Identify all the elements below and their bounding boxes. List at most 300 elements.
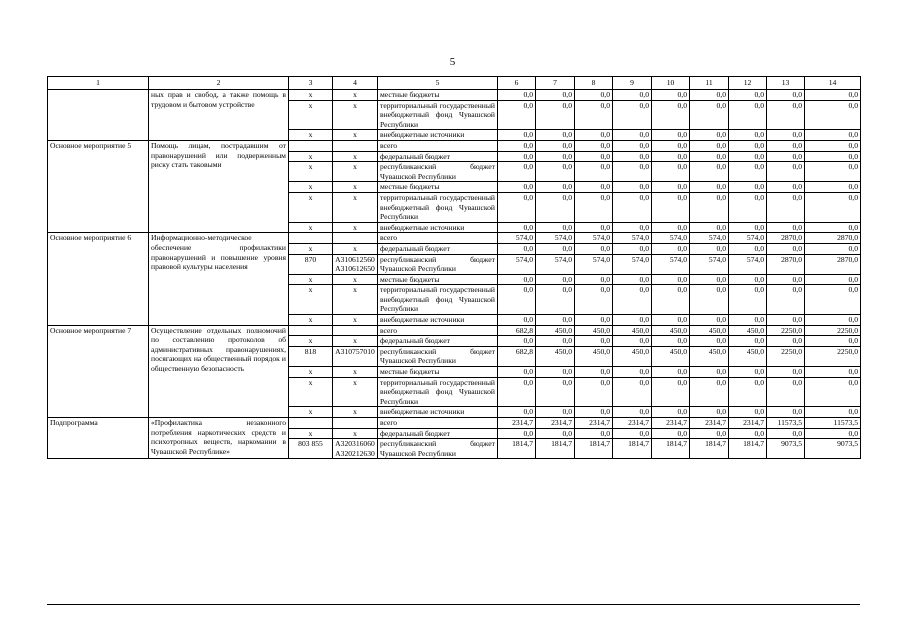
amount-cell: 2250,0	[805, 346, 861, 366]
amount-cell: 0,0	[690, 192, 729, 222]
amount-cell: 0,0	[575, 377, 613, 407]
funding-source-cell: территориальный государственный внебюджетный фонд Чувашской Республики	[378, 100, 498, 130]
amount-cell: 450,0	[575, 346, 613, 366]
amount-cell: 0,0	[767, 428, 805, 439]
column-number: 2	[149, 77, 289, 90]
funding-source-cell: местные бюджеты	[378, 90, 498, 101]
amount-cell: 0,0	[767, 90, 805, 101]
amount-cell: 2314,7	[652, 418, 690, 429]
amount-cell: 0,0	[805, 274, 861, 285]
amount-cell: 0,0	[767, 140, 805, 151]
agency-code-cell: х	[289, 192, 333, 222]
funding-source-cell: республиканский бюджет Чувашской Республики	[378, 346, 498, 366]
amount-cell: 0,0	[575, 162, 613, 182]
table-row	[48, 418, 861, 429]
column-number: 7	[536, 77, 575, 90]
amount-cell: 0,0	[805, 192, 861, 222]
amount-cell: 450,0	[652, 325, 690, 336]
amount-cell: 574,0	[613, 254, 652, 274]
amount-cell: 11573,5	[767, 418, 805, 429]
amount-cell: 1814,7	[498, 439, 536, 459]
amount-cell: 0,0	[575, 140, 613, 151]
amount-cell: 0,0	[613, 367, 652, 378]
amount-cell: 0,0	[729, 428, 767, 439]
event-description-cell: «Профилактика незаконного потребления наркотических средств и психотропных веществ, наркомании в Чувашской Республике»	[149, 418, 289, 459]
table-row	[48, 325, 861, 336]
column-number: 3	[289, 77, 333, 90]
amount-cell: 2870,0	[767, 233, 805, 244]
funding-source-cell: всего	[378, 233, 498, 244]
funding-source-cell: внебюджетные источники	[378, 130, 498, 141]
amount-cell: 574,0	[690, 254, 729, 274]
amount-cell: 0,0	[613, 182, 652, 193]
amount-cell: 0,0	[805, 243, 861, 254]
amount-cell: 0,0	[536, 90, 575, 101]
agency-code-cell	[289, 233, 333, 244]
amount-cell: 682,8	[498, 346, 536, 366]
table-row	[48, 140, 861, 151]
amount-cell: 0,0	[729, 100, 767, 130]
column-number: 11	[690, 77, 729, 90]
amount-cell: 0,0	[652, 130, 690, 141]
amount-cell: 0,0	[729, 222, 767, 233]
funding-source-cell: местные бюджеты	[378, 367, 498, 378]
amount-cell: 0,0	[652, 377, 690, 407]
column-number-row	[48, 77, 861, 90]
funding-source-cell: республиканский бюджет Чувашской Республики	[378, 162, 498, 182]
amount-cell: 0,0	[575, 90, 613, 101]
amount-cell: 0,0	[536, 243, 575, 254]
amount-cell: 0,0	[729, 377, 767, 407]
amount-cell: 2250,0	[767, 325, 805, 336]
amount-cell: 0,0	[536, 428, 575, 439]
classification-code-cell: х	[333, 192, 378, 222]
amount-cell: 0,0	[575, 243, 613, 254]
amount-cell: 2250,0	[767, 346, 805, 366]
event-name-cell: Основное мероприятие 5	[48, 140, 149, 232]
amount-cell: 0,0	[767, 243, 805, 254]
amount-cell: 0,0	[690, 428, 729, 439]
amount-cell: 0,0	[575, 285, 613, 315]
amount-cell: 0,0	[575, 336, 613, 347]
amount-cell: 0,0	[767, 182, 805, 193]
funding-source-cell: территориальный государственный внебюджетный фонд Чувашской Республики	[378, 192, 498, 222]
amount-cell: 0,0	[767, 336, 805, 347]
agency-code-cell: х	[289, 315, 333, 326]
amount-cell: 0,0	[498, 336, 536, 347]
amount-cell: 0,0	[613, 407, 652, 418]
amount-cell: 574,0	[652, 254, 690, 274]
column-number: 1	[48, 77, 149, 90]
amount-cell: 0,0	[536, 367, 575, 378]
amount-cell: 0,0	[805, 428, 861, 439]
agency-code-cell: 870	[289, 254, 333, 274]
classification-code-cell: х	[333, 243, 378, 254]
amount-cell: 0,0	[613, 315, 652, 326]
amount-cell: 574,0	[613, 233, 652, 244]
amount-cell: 0,0	[613, 90, 652, 101]
amount-cell: 2314,7	[613, 418, 652, 429]
agency-code-cell	[289, 325, 333, 336]
amount-cell: 0,0	[613, 192, 652, 222]
amount-cell: 450,0	[536, 346, 575, 366]
amount-cell: 0,0	[805, 377, 861, 407]
agency-code-cell	[289, 140, 333, 151]
agency-code-cell: х	[289, 285, 333, 315]
amount-cell: 0,0	[652, 182, 690, 193]
amount-cell: 0,0	[575, 428, 613, 439]
amount-cell: 0,0	[690, 100, 729, 130]
amount-cell: 574,0	[498, 254, 536, 274]
amount-cell: 0,0	[498, 315, 536, 326]
amount-cell: 0,0	[805, 151, 861, 162]
amount-cell: 0,0	[805, 285, 861, 315]
page-number: 5	[449, 56, 456, 68]
table-body	[48, 77, 861, 459]
amount-cell: 0,0	[690, 336, 729, 347]
amount-cell: 0,0	[805, 162, 861, 182]
amount-cell: 0,0	[652, 336, 690, 347]
amount-cell: 0,0	[536, 274, 575, 285]
amount-cell: 0,0	[729, 130, 767, 141]
classification-code-cell: х	[333, 274, 378, 285]
amount-cell: 0,0	[536, 140, 575, 151]
amount-cell: 2314,7	[536, 418, 575, 429]
amount-cell: 0,0	[575, 182, 613, 193]
amount-cell: 0,0	[536, 222, 575, 233]
funding-source-cell: территориальный государственный внебюджетный фонд Чувашской Республики	[378, 377, 498, 407]
funding-source-cell: всего	[378, 325, 498, 336]
amount-cell: 0,0	[805, 100, 861, 130]
amount-cell: 0,0	[805, 407, 861, 418]
amount-cell: 0,0	[613, 274, 652, 285]
column-number: 10	[652, 77, 690, 90]
funding-source-cell: республиканский бюджет Чувашской Республики	[378, 254, 498, 274]
funding-source-cell: внебюджетные источники	[378, 222, 498, 233]
column-number: 5	[378, 77, 498, 90]
agency-code-cell: х	[289, 274, 333, 285]
agency-code-cell: х	[289, 243, 333, 254]
amount-cell: 0,0	[536, 151, 575, 162]
amount-cell: 0,0	[652, 428, 690, 439]
amount-cell: 0,0	[613, 162, 652, 182]
amount-cell: 0,0	[652, 222, 690, 233]
classification-code-cell: А310757010	[333, 346, 378, 366]
amount-cell: 0,0	[575, 407, 613, 418]
agency-code-cell	[289, 418, 333, 429]
event-description-cell: Информационно-методическое обеспечение профилактики правонарушений и повышение уровня правовой культуры населения	[149, 233, 289, 325]
amount-cell: 574,0	[536, 254, 575, 274]
classification-code-cell: х	[333, 336, 378, 347]
column-number: 12	[729, 77, 767, 90]
agency-code-cell: х	[289, 130, 333, 141]
amount-cell: 574,0	[575, 254, 613, 274]
amount-cell: 0,0	[729, 243, 767, 254]
amount-cell: 0,0	[805, 222, 861, 233]
amount-cell: 0,0	[690, 222, 729, 233]
column-number: 14	[805, 77, 861, 90]
event-description-cell: Осуществление отдельных полномочий по составлению протоколов об административных правонарушениях, посягающих на общественный порядок и общественную безопасность	[149, 325, 289, 417]
amount-cell: 0,0	[690, 377, 729, 407]
amount-cell: 0,0	[729, 192, 767, 222]
amount-cell: 0,0	[767, 407, 805, 418]
amount-cell: 0,0	[805, 336, 861, 347]
amount-cell: 9073,5	[767, 439, 805, 459]
amount-cell: 0,0	[498, 222, 536, 233]
amount-cell: 0,0	[690, 243, 729, 254]
amount-cell: 0,0	[575, 274, 613, 285]
amount-cell: 0,0	[729, 274, 767, 285]
classification-code-cell: х	[333, 130, 378, 141]
classification-code-cell: х	[333, 100, 378, 130]
amount-cell: 450,0	[729, 346, 767, 366]
agency-code-cell: х	[289, 222, 333, 233]
funding-source-cell: внебюджетные источники	[378, 407, 498, 418]
amount-cell: 0,0	[729, 182, 767, 193]
amount-cell: 0,0	[498, 140, 536, 151]
amount-cell: 0,0	[536, 162, 575, 182]
amount-cell: 0,0	[536, 377, 575, 407]
column-number: 6	[498, 77, 536, 90]
amount-cell: 1814,7	[652, 439, 690, 459]
amount-cell: 0,0	[613, 377, 652, 407]
amount-cell: 0,0	[805, 90, 861, 101]
amount-cell: 2870,0	[805, 254, 861, 274]
funding-source-cell: территориальный государственный внебюджетный фонд Чувашской Республики	[378, 285, 498, 315]
amount-cell: 0,0	[536, 407, 575, 418]
agency-code-cell: х	[289, 407, 333, 418]
funding-source-cell: внебюджетные источники	[378, 315, 498, 326]
amount-cell: 0,0	[690, 182, 729, 193]
amount-cell: 2314,7	[498, 418, 536, 429]
event-name-cell: Основное мероприятие 6	[48, 233, 149, 325]
agency-code-cell: х	[289, 162, 333, 182]
amount-cell: 0,0	[575, 100, 613, 130]
column-number: 13	[767, 77, 805, 90]
amount-cell: 574,0	[575, 233, 613, 244]
amount-cell: 0,0	[729, 151, 767, 162]
classification-code-cell: х	[333, 428, 378, 439]
amount-cell: 450,0	[613, 346, 652, 366]
amount-cell: 0,0	[690, 274, 729, 285]
amount-cell: 0,0	[498, 182, 536, 193]
amount-cell: 574,0	[729, 254, 767, 274]
funding-source-cell: республиканский бюджет Чувашской Республики	[378, 439, 498, 459]
amount-cell: 0,0	[613, 285, 652, 315]
agency-code-cell: х	[289, 90, 333, 101]
classification-code-cell	[333, 418, 378, 429]
event-description-cell: Помощь лицам, пострадавшим от правонарушений или подверженным риску стать таковыми	[149, 140, 289, 232]
amount-cell: 0,0	[498, 192, 536, 222]
amount-cell: 0,0	[805, 182, 861, 193]
amount-cell: 0,0	[613, 140, 652, 151]
amount-cell: 11573,5	[805, 418, 861, 429]
classification-code-cell: А310612560 А310612650	[333, 254, 378, 274]
amount-cell: 0,0	[652, 315, 690, 326]
amount-cell: 0,0	[690, 315, 729, 326]
agency-code-cell: х	[289, 100, 333, 130]
amount-cell: 0,0	[498, 151, 536, 162]
amount-cell: 0,0	[652, 243, 690, 254]
amount-cell: 0,0	[536, 100, 575, 130]
amount-cell: 0,0	[652, 192, 690, 222]
amount-cell: 0,0	[767, 100, 805, 130]
amount-cell: 0,0	[575, 367, 613, 378]
amount-cell: 2314,7	[575, 418, 613, 429]
amount-cell: 0,0	[652, 100, 690, 130]
amount-cell: 0,0	[575, 130, 613, 141]
classification-code-cell: х	[333, 377, 378, 407]
amount-cell: 0,0	[613, 222, 652, 233]
amount-cell: 2870,0	[805, 233, 861, 244]
classification-code-cell: А320316060 А320212630	[333, 439, 378, 459]
amount-cell: 1814,7	[536, 439, 575, 459]
amount-cell: 2250,0	[805, 325, 861, 336]
amount-cell: 0,0	[536, 192, 575, 222]
amount-cell: 574,0	[498, 233, 536, 244]
agency-code-cell: 818	[289, 346, 333, 366]
funding-source-cell: всего	[378, 418, 498, 429]
agency-code-cell: х	[289, 377, 333, 407]
agency-code-cell: х	[289, 336, 333, 347]
column-number: 9	[613, 77, 652, 90]
classification-code-cell: х	[333, 315, 378, 326]
amount-cell: 450,0	[613, 325, 652, 336]
amount-cell: 0,0	[690, 140, 729, 151]
funding-source-cell: всего	[378, 140, 498, 151]
amount-cell: 0,0	[690, 162, 729, 182]
classification-code-cell: х	[333, 222, 378, 233]
amount-cell: 0,0	[575, 222, 613, 233]
amount-cell: 0,0	[498, 428, 536, 439]
column-number: 8	[575, 77, 613, 90]
amount-cell: 450,0	[729, 325, 767, 336]
amount-cell: 0,0	[729, 407, 767, 418]
amount-cell: 2314,7	[729, 418, 767, 429]
agency-code-cell: х	[289, 428, 333, 439]
amount-cell: 0,0	[613, 243, 652, 254]
funding-source-cell: местные бюджеты	[378, 274, 498, 285]
classification-code-cell	[333, 325, 378, 336]
amount-cell: 0,0	[613, 151, 652, 162]
amount-cell: 1814,7	[729, 439, 767, 459]
amount-cell: 0,0	[767, 285, 805, 315]
amount-cell: 9073,5	[805, 439, 861, 459]
amount-cell: 0,0	[690, 407, 729, 418]
amount-cell: 0,0	[652, 90, 690, 101]
event-description-cell: ных прав и свобод, а также помощь в трудовом и бытовом устройстве	[149, 90, 289, 141]
amount-cell: 0,0	[498, 274, 536, 285]
amount-cell: 0,0	[767, 162, 805, 182]
amount-cell: 0,0	[805, 367, 861, 378]
amount-cell: 0,0	[729, 367, 767, 378]
amount-cell: 0,0	[498, 377, 536, 407]
amount-cell: 0,0	[729, 315, 767, 326]
budget-table	[47, 76, 861, 459]
classification-code-cell	[333, 233, 378, 244]
amount-cell: 1814,7	[575, 439, 613, 459]
amount-cell: 450,0	[536, 325, 575, 336]
amount-cell: 0,0	[690, 130, 729, 141]
amount-cell: 0,0	[729, 285, 767, 315]
amount-cell: 0,0	[536, 182, 575, 193]
amount-cell: 0,0	[805, 130, 861, 141]
amount-cell: 2314,7	[690, 418, 729, 429]
funding-source-cell: федеральный бюджет	[378, 151, 498, 162]
amount-cell: 0,0	[767, 367, 805, 378]
classification-code-cell: х	[333, 182, 378, 193]
amount-cell: 0,0	[652, 162, 690, 182]
amount-cell: 0,0	[652, 407, 690, 418]
amount-cell: 0,0	[498, 285, 536, 315]
classification-code-cell: х	[333, 285, 378, 315]
amount-cell: 0,0	[767, 151, 805, 162]
classification-code-cell: х	[333, 151, 378, 162]
amount-cell: 0,0	[690, 151, 729, 162]
amount-cell: 0,0	[805, 315, 861, 326]
amount-cell: 574,0	[536, 233, 575, 244]
amount-cell: 0,0	[690, 367, 729, 378]
amount-cell: 0,0	[767, 315, 805, 326]
amount-cell: 0,0	[536, 130, 575, 141]
amount-cell: 0,0	[652, 285, 690, 315]
amount-cell: 1814,7	[613, 439, 652, 459]
amount-cell: 0,0	[536, 336, 575, 347]
amount-cell: 0,0	[652, 151, 690, 162]
amount-cell: 0,0	[613, 428, 652, 439]
amount-cell: 0,0	[729, 162, 767, 182]
amount-cell: 0,0	[575, 192, 613, 222]
amount-cell: 0,0	[575, 151, 613, 162]
funding-source-cell: местные бюджеты	[378, 182, 498, 193]
amount-cell: 0,0	[498, 367, 536, 378]
amount-cell: 0,0	[767, 192, 805, 222]
amount-cell: 0,0	[498, 90, 536, 101]
amount-cell: 0,0	[613, 100, 652, 130]
funding-source-cell: федеральный бюджет	[378, 243, 498, 254]
classification-code-cell: х	[333, 162, 378, 182]
amount-cell: 0,0	[498, 407, 536, 418]
amount-cell: 0,0	[767, 274, 805, 285]
amount-cell: 0,0	[498, 130, 536, 141]
table-row	[48, 233, 861, 244]
amount-cell: 682,8	[498, 325, 536, 336]
amount-cell: 0,0	[613, 130, 652, 141]
amount-cell: 0,0	[652, 367, 690, 378]
classification-code-cell: х	[333, 90, 378, 101]
amount-cell: 0,0	[729, 140, 767, 151]
amount-cell: 0,0	[652, 274, 690, 285]
amount-cell: 0,0	[575, 315, 613, 326]
amount-cell: 0,0	[690, 90, 729, 101]
amount-cell: 0,0	[729, 336, 767, 347]
agency-code-cell: х	[289, 367, 333, 378]
event-name-cell: Основное мероприятие 7	[48, 325, 149, 417]
amount-cell: 450,0	[690, 325, 729, 336]
amount-cell: 450,0	[690, 346, 729, 366]
amount-cell: 0,0	[536, 315, 575, 326]
amount-cell: 0,0	[536, 285, 575, 315]
amount-cell: 0,0	[767, 377, 805, 407]
event-name-cell	[48, 90, 149, 141]
amount-cell: 1814,7	[690, 439, 729, 459]
amount-cell: 0,0	[690, 285, 729, 315]
classification-code-cell: х	[333, 367, 378, 378]
amount-cell: 0,0	[498, 162, 536, 182]
amount-cell: 0,0	[767, 222, 805, 233]
classification-code-cell: х	[333, 407, 378, 418]
column-number: 4	[333, 77, 378, 90]
